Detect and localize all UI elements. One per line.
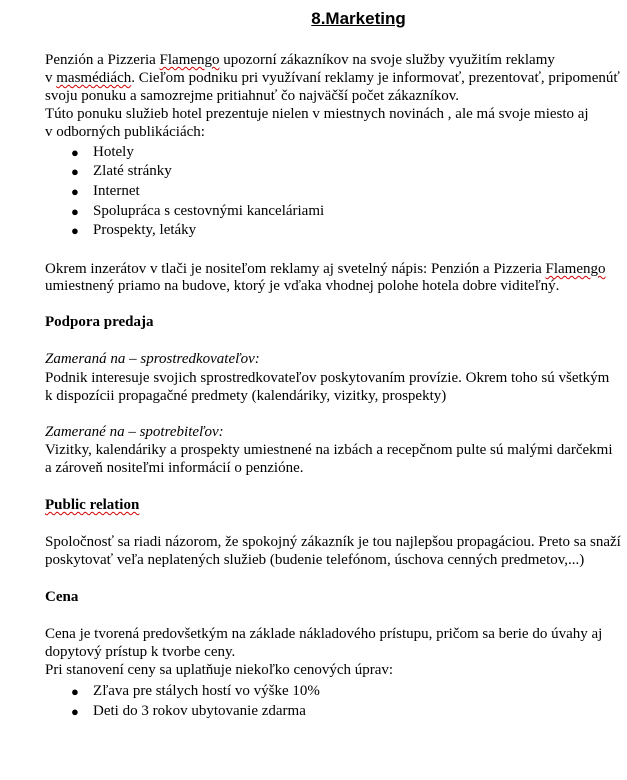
intro-line-4: Túto ponuku služieb hotel prezentuje nielen v miestnych novinách , ale má svoje miesto aj [45,106,589,122]
intro-line-1 [45,51,555,70]
bullet-icon: ● [71,164,79,179]
list-item: Spolupráca s cestovnými kanceláriami [93,203,325,219]
misspelled-word: masmédiách [56,70,132,86]
bullet-icon: ● [71,684,79,699]
support-line-4: a zároveň nositeľmi informácií o penzióne. [45,460,304,476]
list-item: Deti do 3 rokov ubytovanie zdarma [93,703,306,719]
section-heading-pr [45,496,139,515]
intro-line-2-text: v [45,70,57,86]
pr-heading-text: Public relation [45,497,140,513]
support-line-2: k dispozícii propagačné predmety (kalendáriky, vizitky, prospekty) [45,388,447,404]
intro-line-2 [45,69,620,88]
intro-line-5: v odborných publikáciách: [45,124,205,140]
bullet-icon: ● [71,704,79,719]
bullet-icon: ● [71,184,79,199]
page-title: 8.Marketing [311,9,406,28]
subheading-consumers: Zamerané na – spotrebiteľov: [45,424,224,440]
pr-line-2: poskytovať veľa neplatených služieb (budenie telefónom, úschova cenných predmetov,...) [45,552,585,568]
list-item: Hotely [93,144,134,160]
para2-line-1-text: Okrem inzerátov v tlači je nositeľom reklamy aj svetelný nápis: Penzión a Pizzeria [45,261,546,277]
intro-line-1-text: Penzión a Pizzeria [45,52,160,68]
price-line-3: Pri stanovení ceny sa uplatňuje niekoľko cenových úprav: [45,662,394,678]
pr-line-1: Spoločnosť sa riadi názorom, že spokojný zákazník je tou najlepšou propagáciou. Preto sa snaží [45,534,621,550]
bullet-icon: ● [71,223,79,238]
bullet-icon: ● [71,204,79,219]
list-item: Zľava pre stálych hostí vo výške 10% [93,683,320,699]
para2-line-2: umiestnený priamo na budove, ktorý je vďaka vhodnej polohe hotela dobre viditeľný. [45,278,560,294]
brand-name: Flamengo [159,52,220,68]
section-heading-price: Cena [45,589,79,605]
list-item: Prospekty, letáky [93,222,197,238]
bullet-icon: ● [71,145,79,160]
price-line-2: dopytový prístup k tvorbe ceny. [45,644,236,660]
price-line-1: Cena je tvorená predovšetkým na základe nákladového prístupu, pričom sa berie do úvahy aj [45,626,603,642]
section-heading-support: Podpora predaja [45,314,154,330]
intro-line-3: svoju ponuku a samozrejme pritiahnuť čo najväčší počet zákazníkov. [45,88,460,104]
subheading-intermediaries: Zameraná na – sprostredkovateľov: [45,351,260,367]
list-item: Internet [93,183,140,199]
support-line-3: Vizitky, kalendáriky a prospekty umiestnené na izbách a recepčnom pulte sú malými darčekmi [45,442,613,458]
brand-name: Flamengo [545,261,606,277]
list-item: Zlaté stránky [93,163,172,179]
intro-line-1-rest: upozorní zákazníkov na svoje služby využitím reklamy [219,52,555,68]
intro-line-2-rest: . Cieľom podniku pri využívaní reklamy je informovať, prezentovať, pripomenúť [131,70,620,86]
support-line-1: Podnik interesuje svojich sprostredkovateľov poskytovaním provízie. Okrem toho sú všetkým [45,370,610,386]
